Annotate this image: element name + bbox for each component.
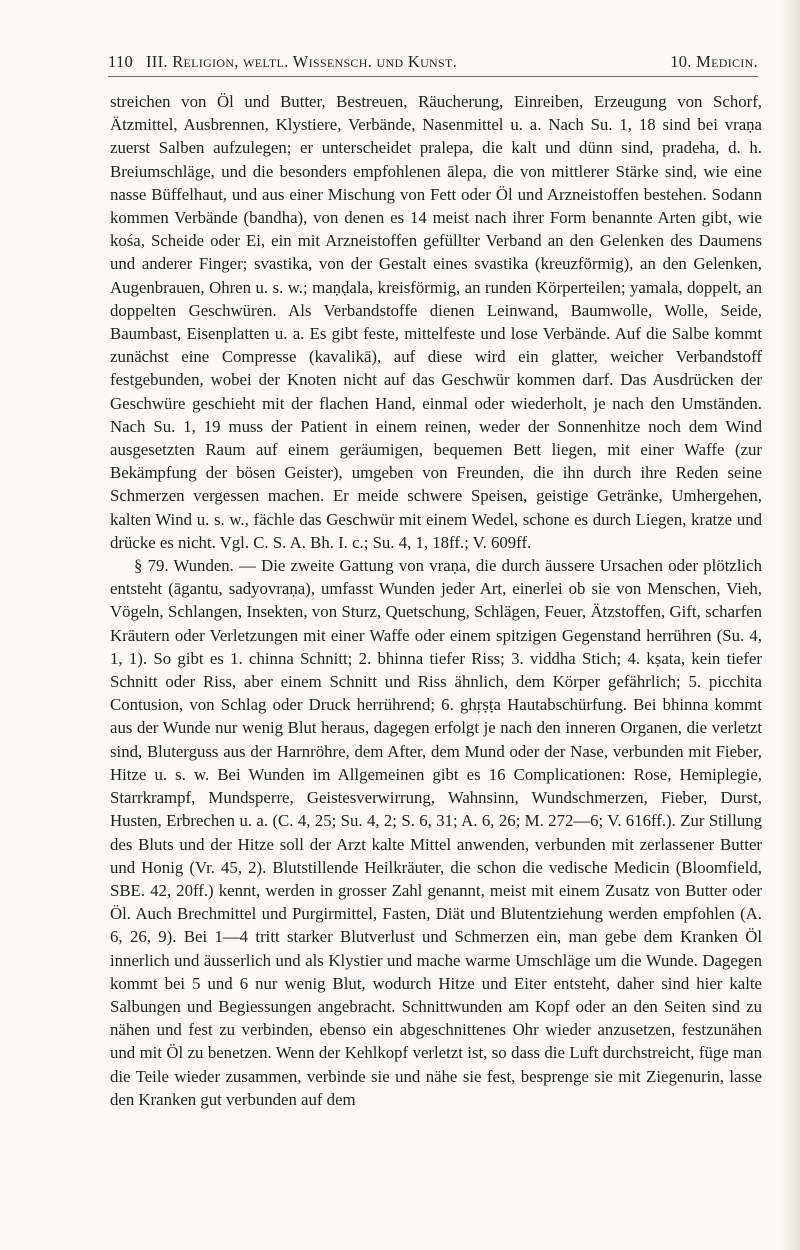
body-text <box>110 90 762 1111</box>
paragraph-section-79: § 79. Wunden. — Die zweite Gattung von vraṇa, die durch äussere Ursachen oder plötzlich entsteht (āgantu, sadyovraṇa), umfasst Wunden jeder Art, einerlei ob sie von Menschen, Vieh, Vögeln, Schlangen, Insekten, von Sturz, Quetschung, Schlägen, Feuer, Ätzstoffen, Gift, scharfen Kräutern oder Verletzungen mit einer Waffe oder einem spitzigen Gegenstand herrühren (Su. 4, 1, 1). So gibt es 1. chinna Schnitt; 2. bhinna tiefer Riss; 3. viddha Stich; 4. kṣata, kein tiefer Schnitt oder Riss, aber einem Schnitt und Riss ähnlich, dem Körper gefährlich; 5. picchita Contusion, von Schlag oder Druck herrührend; 6. ghṛṣṭa Hautabschürfung. Bei bhinna kommt aus der Wunde nur wenig Blut heraus, dagegen erfolgt je nach den inneren Organen, die verletzt sind, Bluterguss aus der Harnröhre, dem After, dem Mund oder der Nase, verbunden mit Fieber, Hitze u. s. w. Bei Wunden im Allgemeinen gibt es 16 Complicationen: Rose, Hemiplegie, Starrkrampf, Mundsperre, Geistesverwirrung, Wahnsinn, Wundschmerzen, Fieber, Durst, Husten, Erbrechen u. a. (C. 4, 25; Su. 4, 2; S. 6, 31; A. 6, 26; M. 272—6; V. 616ff.). Zur Stillung des Bluts und der Hitze soll der Arzt kalte Mittel anwenden, verbunden mit zerlassener Butter und Honig (Vr. 45, 2). Blutstillende Heilkräuter, die schon die vedische Medicin (Bloomfield, SBE. 42, 20ff.) kennt, werden in grosser Zahl genannt, meist mit einem Zusatz von Butter oder Öl. Auch Brechmittel und Purgirmittel, Fasten, Diät und Blutentziehung werden empfohlen (A. 6, 26, 9). Bei 1—4 tritt starker Blutverlust und Schmerzen ein, man gebe dem Kranken Öl innerlich und äusserlich und als Klystier und mache warme Umschläge um die Wunde. Dagegen kommt bei 5 und 6 nur wenig Blut, wodurch Hitze und Eiter entsteht, daher sind hier kalte Salbungen und Begiessungen angebracht. Schnittwunden am Kopf oder an den Seiten sind zu nähen und fest zu verbinden, ebenso ein abgeschnittenes Ohr wieder anzusetzen, festzunähen und mit Öl zu benetzen. Wenn der Kehlkopf verletzt ist, so dass die Luft durchstreicht, füge man die Teile wieder zusammen, verbinde sie und nähe sie fest, besprenge sie mit Ziegenurin, lasse den Kranken gut verbunden auf dem <box>110 556 762 1109</box>
page-number: 110 <box>108 52 134 71</box>
running-header <box>108 52 758 76</box>
header-title: III. Religion, weltl. Wissensch. und Kunst. <box>146 52 458 71</box>
header-divider <box>108 76 758 77</box>
paragraph-continuation: streichen von Öl und Butter, Bestreuen, Räucherung, Einreiben, Erzeugung von Schorf, Ätzmittel, Ausbrennen, Klystiere, Verbände, Nasenmittel u. a. Nach Su. 1, 18 sind bei vraṇa zuerst Salben aufzulegen; er unterscheidet pralepa, die kalt und dünn sind, pradeha, d. h. Breiumschläge, und die besonders empfohlenen ālepa, die von mittlerer Stärke sind, wie eine nasse Büffelhaut, und aus einer Mischung von Fett oder Öl und Arzneistoffen bestehen. Sodann kommen Verbände (bandha), von denen es 14 meist nach ihrer Form benannte Arten gibt, wie kośa, Scheide oder Ei, ein mit Arzneistoffen gefüllter Verband an den Gelenken des Daumens und anderer Finger; svastika, von der Gestalt eines svastika (kreuzförmig), an den Gelenken, Augenbrauen, Ohren u. s. w.; maṇḍala, kreisförmig, an runden Körperteilen; yamala, doppelt, an doppelten Geschwüren. Als Verbandstoffe dienen Leinwand, Baumwolle, Wolle, Seide, Baumbast, Eisenplatten u. a. Es gibt feste, mittelfeste und lose Verbände. Auf die Salbe kommt zunächst eine Compresse (kavalikā), auf diese wird ein glatter, weicher Verbandstoff festgebunden, wobei der Knoten nicht auf das Geschwür kommen darf. Das Ausdrücken der Geschwüre geschieht mit der flachen Hand, einmal oder wiederholt, je nach den Umständen. Nach Su. 1, 19 muss der Patient in einem reinen, weder der Sonnenhitze noch dem Wind ausgesetzten Raum auf einem geräumigen, bequemen Bett liegen, mit einer Waffe (zur Bekämpfung der bösen Geister), umgeben von Freunden, die ihn durch ihre Reden seine Schmerzen vergessen machen. Er meide schwere Speisen, geistige Getränke, Umhergehen, kalten Wind u. s. w., fächle das Geschwür mit einem Wedel, schone es durch Liegen, kratze und drücke es nicht. Vgl. C. S. A. Bh. I. c.; Su. 4, 1, 18ff.; V. 609ff. <box>110 92 762 552</box>
page-edge-shadow <box>782 0 800 1250</box>
header-section: 10. Medicin. <box>670 52 758 71</box>
